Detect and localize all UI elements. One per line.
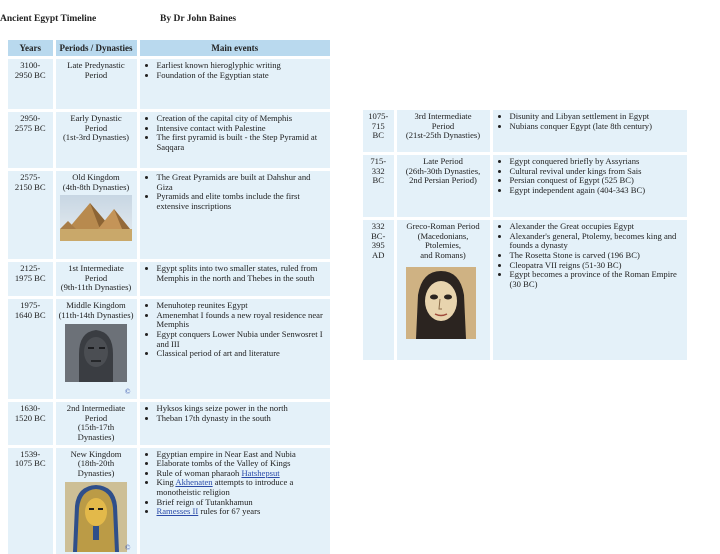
event-item: • Egypt splits into two smaller states, ruled from Memphis in the north and Thebes in the south [157, 264, 328, 283]
event-item: • Elaborate tombs of the Valley of Kings [157, 459, 328, 469]
hatshepsut-link[interactable]: Hatshepsut [241, 467, 280, 478]
event-item: • Hyksos kings seize power in the north [157, 404, 328, 414]
event-item: • Brief reign of Tutankhamun [157, 498, 328, 508]
event-item: • Egyptian empire in Near East and Nubia [157, 450, 328, 460]
events-cell [138, 448, 330, 554]
event-item: • Egypt independent again (404-343 BC) [510, 186, 685, 196]
event-item: • The Great Pyramids are built at Dahshur and Giza [157, 173, 328, 192]
event-item: • Alexander the Great occupies Egypt [510, 222, 685, 232]
table-row [8, 262, 330, 296]
event-item: • Creation of the capital city of Memphis [157, 114, 328, 124]
event-item: • The first pyramid is built - the Step Pyramid at Saqqara [157, 133, 328, 152]
table-row [363, 110, 687, 152]
event-item: • Rule of woman pharaoh Hatshepsut [157, 469, 328, 479]
period-cell: Old Kingdom (4th-8th Dynasties) [54, 171, 138, 259]
event-item: • Menuhotep reunites Egypt [157, 301, 328, 311]
table-row [8, 59, 330, 109]
sphinx-head-photo [65, 324, 127, 382]
page-title: Ancient Egypt Timeline [0, 14, 97, 24]
period-cell: Late Period (26th-30th Dynasties, 2nd Persian Period) [395, 155, 491, 217]
author-byline: By Dr John Baines [160, 14, 237, 24]
period-cell: 2nd Intermediate Period (15th-17th Dynasties) [54, 402, 138, 445]
event-item: • Egypt becomes a province of the Roman Empire (30 BC) [510, 270, 685, 289]
fayum-portrait-photo [406, 267, 476, 339]
event-item: • Ramesses II rules for 67 years [157, 507, 328, 517]
event-item: • Cultural revival under kings from Sais [510, 167, 685, 177]
events-cell [138, 59, 330, 109]
events-cell [138, 402, 330, 445]
event-item: • The Rosetta Stone is carved (196 BC) [510, 251, 685, 261]
table-header-row [8, 40, 330, 56]
tutankhamun-mask-photo [65, 482, 127, 552]
years-cell: 2575- 2150 BC [8, 171, 54, 259]
pyramids-photo [60, 195, 132, 241]
event-item: • Theban 17th dynasty in the south [157, 414, 328, 424]
event-item: • Alexander's general, Ptolemy, becomes king and founds a dynasty [510, 232, 685, 251]
years-cell: 2950- 2575 BC [8, 112, 54, 168]
years-cell: 1975- 1640 BC [8, 299, 54, 399]
event-item: • Amenemhat I founds a new royal residence near Memphis [157, 311, 328, 330]
years-cell: 715- 332 BC [363, 155, 395, 217]
table-row [8, 171, 330, 259]
event-item: • Intensive contact with Palestine [157, 124, 328, 134]
copyright-icon: © [125, 543, 131, 552]
years-cell: 2125- 1975 BC [8, 262, 54, 296]
period-cell: Greco-Roman Period (Macedonians, Ptolemies, and Romans) [395, 220, 491, 360]
table-row [8, 112, 330, 168]
event-item: • Egypt conquered briefly by Assyrians [510, 157, 685, 167]
event-item: • Cleopatra VII reigns (51-30 BC) [510, 261, 685, 271]
events-cell [491, 155, 687, 217]
period-cell: Early Dynastic Period (1st-3rd Dynasties) [54, 112, 138, 168]
table-row [363, 220, 687, 360]
header-events: Main events [138, 40, 330, 56]
copyright-icon: © [125, 388, 131, 397]
years-cell: 1630- 1520 BC [8, 402, 54, 445]
years-cell: 332 BC-395 AD [363, 220, 395, 360]
events-cell [491, 220, 687, 360]
events-cell [138, 262, 330, 296]
period-cell: Late Predynastic Period [54, 59, 138, 109]
table-row [8, 448, 330, 554]
period-cell: Middle Kingdom (11th-14th Dynasties) © [54, 299, 138, 399]
years-cell: 3100- 2950 BC [8, 59, 54, 109]
events-cell [138, 112, 330, 168]
period-cell: 1st Intermediate Period (9th-11th Dynasties) [54, 262, 138, 296]
header-years: Years [8, 40, 54, 56]
event-item: • Disunity and Libyan settlement in Egypt [510, 112, 685, 122]
event-item: • Classical period of art and literature [157, 349, 328, 359]
table-row [8, 402, 330, 445]
timeline-table-left [8, 40, 330, 554]
akhenaten-link[interactable]: Akhenaten [175, 477, 213, 488]
ramesses-link[interactable]: Ramesses II [156, 506, 199, 517]
table-row [363, 155, 687, 217]
years-cell: 1539- 1075 BC [8, 448, 54, 554]
event-item: • Foundation of the Egyptian state [157, 71, 328, 81]
event-item: • Egypt conquers Lower Nubia under Senwosret I and III [157, 330, 328, 349]
years-cell: 1075- 715 BC [363, 110, 395, 152]
header-periods: Periods / Dynasties [54, 40, 138, 56]
event-item: • King Akhenaten attempts to introduce a monotheistic religion [157, 478, 328, 497]
events-cell [138, 299, 330, 399]
events-cell [491, 110, 687, 152]
timeline-table-right [363, 110, 687, 360]
period-cell: 3rd Intermediate Period (21st-25th Dynasties) [395, 110, 491, 152]
period-cell: New Kingdom (18th-20th Dynasties) © [54, 448, 138, 554]
event-item: • Persian conquest of Egypt (525 BC) [510, 176, 685, 186]
event-item: • Pyramids and elite tombs include the first extensive inscriptions [157, 192, 328, 211]
table-row [8, 299, 330, 399]
events-cell [138, 171, 330, 259]
event-item: • Earliest known hieroglyphic writing [157, 61, 328, 71]
event-item: • Nubians conquer Egypt (late 8th century) [510, 122, 685, 132]
